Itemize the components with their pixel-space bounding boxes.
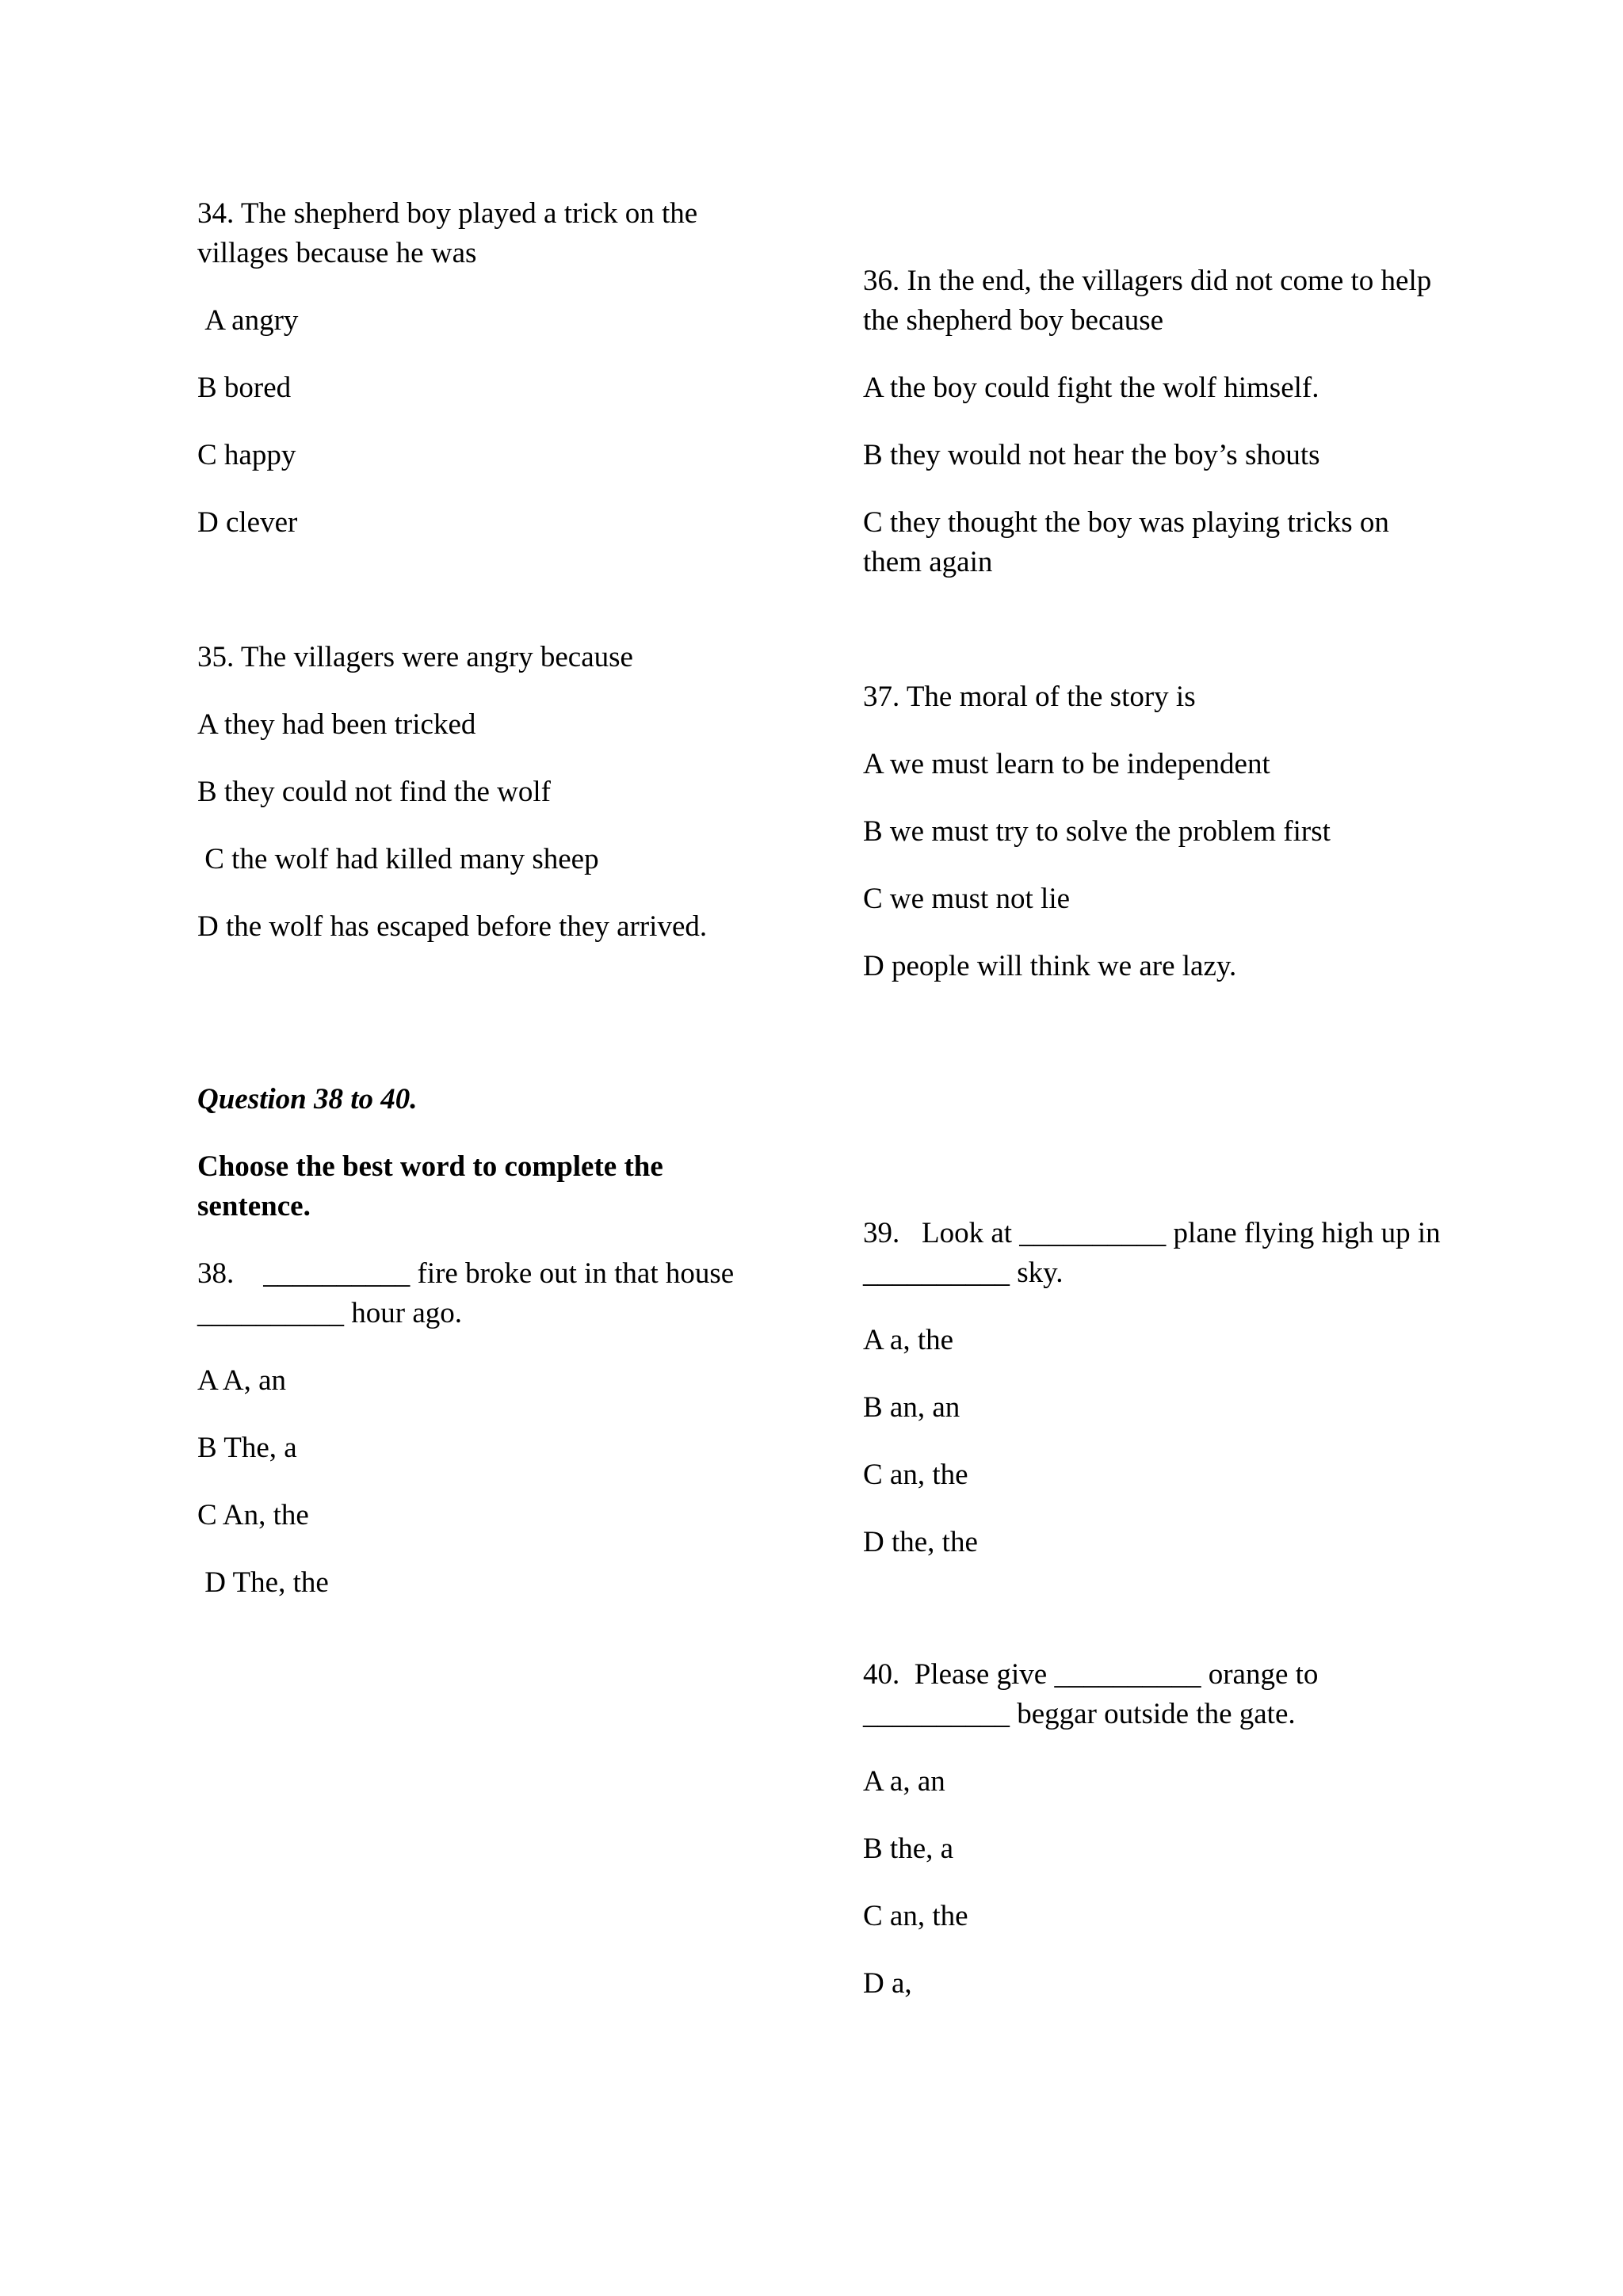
question-38-option-d: D The, the	[197, 1566, 329, 1599]
question-39-option-d: D the, the	[863, 1526, 978, 1558]
question-37-option-b: B we must try to solve the problem first	[863, 815, 1331, 848]
question-40-option-c: C an, the	[863, 1900, 968, 1932]
question-39-option-b: B an, an	[863, 1391, 960, 1424]
question-34-stem: 34. The shepherd boy played a trick on the villages because he was	[197, 197, 705, 269]
question-36-stem: 36. In the end, the villagers did not come to help the shepherd boy because	[863, 265, 1439, 337]
question-34-option-d: D clever	[197, 506, 298, 539]
question-40-option-a: A a, an	[863, 1765, 945, 1798]
question-40-option-b: B the, a	[863, 1833, 954, 1865]
question-35-option-d: D the wolf has escaped before they arrived.	[197, 910, 708, 943]
question-36-option-b: B they would not hear the boy’s shouts	[863, 439, 1320, 471]
question-36-option-a: A the boy could fight the wolf himself.	[863, 372, 1319, 404]
section-header	[197, 1080, 752, 1238]
question-38-option-a: A A, an	[197, 1364, 287, 1397]
question-34	[197, 194, 752, 570]
question-38	[197, 1254, 752, 1630]
question-38-option-c: C An, the	[197, 1499, 309, 1531]
question-37-stem: 37. The moral of the story is	[863, 681, 1196, 713]
question-37	[863, 677, 1449, 1014]
question-40	[863, 1655, 1449, 2031]
question-35-option-b: B they could not find the wolf	[197, 776, 551, 808]
question-37-option-a: A we must learn to be independent	[863, 748, 1270, 780]
question-39-option-c: C an, the	[863, 1459, 968, 1491]
question-39-option-a: A a, the	[863, 1324, 954, 1356]
question-40-stem: 40. Please give __________ orange to __________ beggar outside the gate.	[863, 1658, 1326, 1730]
question-35-stem: 35. The villagers were angry because	[197, 641, 633, 673]
question-39-stem: 39. Look at __________ plane flying high up in __________ sky.	[863, 1217, 1448, 1289]
question-34-option-b: B bored	[197, 372, 292, 404]
section-instruction: Choose the best word to complete the sentence.	[197, 1150, 671, 1222]
question-39	[863, 1214, 1449, 1590]
question-38-option-b: B The, a	[197, 1432, 297, 1464]
question-35-option-c: C the wolf had killed many sheep	[197, 843, 599, 875]
question-34-option-c: C happy	[197, 439, 296, 471]
question-37-option-d: D people will think we are lazy.	[863, 950, 1237, 982]
question-36	[863, 261, 1449, 610]
question-40-option-d: D a,	[863, 1967, 912, 2000]
section-title: Question 38 to 40.	[197, 1083, 418, 1116]
question-35-option-a: A they had been tricked	[197, 708, 476, 741]
question-37-option-c: C we must not lie	[863, 883, 1071, 915]
question-34-option-a: A angry	[197, 304, 299, 337]
question-35	[197, 638, 752, 974]
question-38-stem: 38. __________ fire broke out in that house __________ hour ago.	[197, 1257, 742, 1329]
question-36-option-c: C they thought the boy was playing tricks on them again	[863, 506, 1397, 578]
